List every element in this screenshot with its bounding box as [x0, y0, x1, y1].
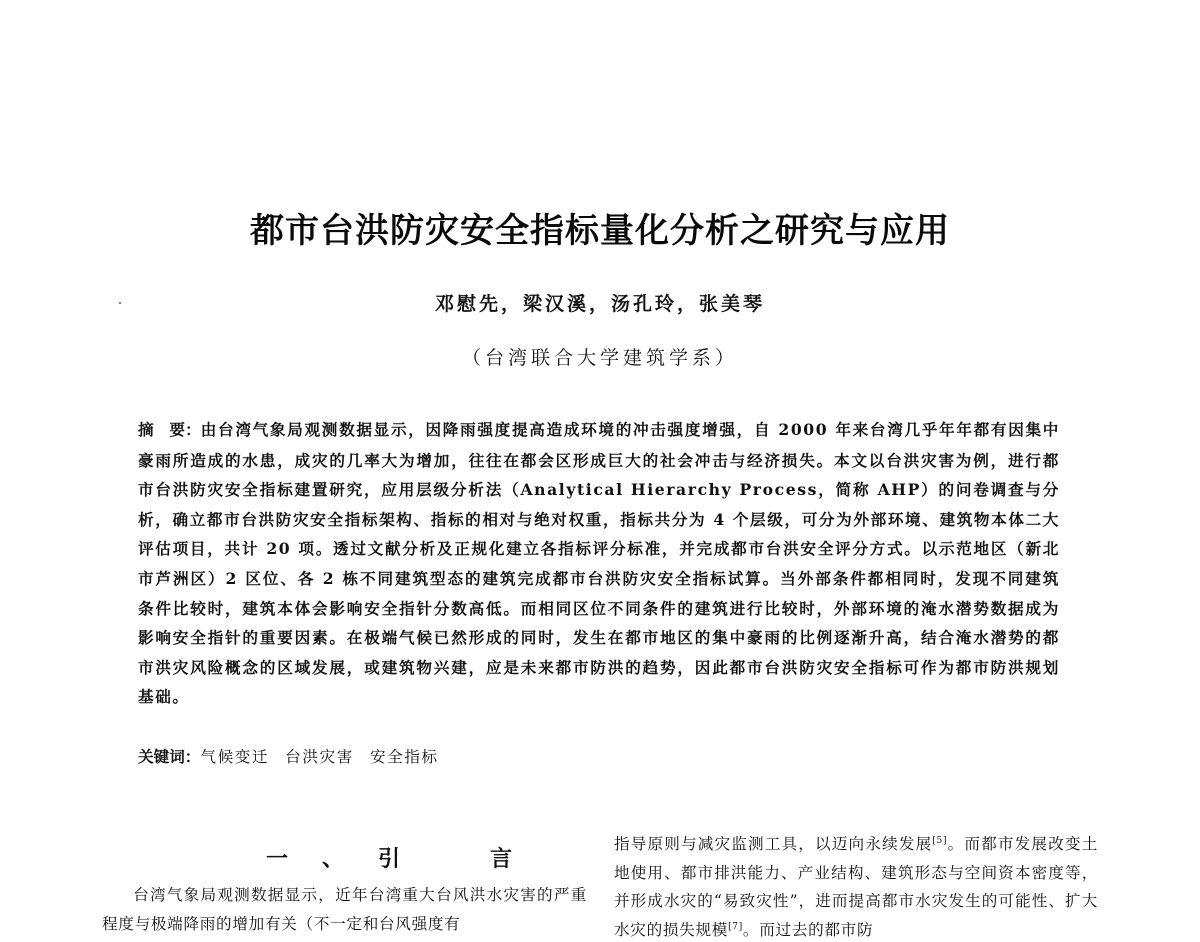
body-text: 。而都市发展改变土地使用、都市排洪能力、产业结构、建筑形态与空间资本密度等，并形成水灾的“易致灾性”，进而提高都市水灾发生的可能性、扩大水灾的损失规模 — [614, 835, 1098, 939]
abstract-label: 摘 要： — [138, 421, 201, 439]
body-text: 指导原则与减灾监测工具，以迈向永续发展 — [614, 835, 933, 853]
keywords-label: 关键词： — [138, 748, 201, 766]
keyword-item: 安全指标 — [369, 748, 439, 766]
body-column-right — [614, 830, 1098, 942]
citation-ref: [5] — [932, 835, 948, 846]
citation-ref: [7] — [728, 921, 743, 932]
affiliation: （台湾联合大学建筑学系） — [461, 347, 738, 369]
body-text: 。而过去的都市防 — [742, 920, 874, 939]
paper-title: 都市台洪防灾安全指标量化分析之研究与应用 — [250, 211, 950, 251]
body-paragraph: 台湾气象局观测数据显示，近年台湾重大台风洪水灾害的严重程度与极端降雨的增加有关（不一定和台风强度有 — [102, 886, 587, 933]
keywords — [138, 743, 1060, 772]
abstract-text: 由台湾气象局观测数据显示，因降雨强度提高造成环境的冲击强度增强，自 2000 年来台湾几乎年年都有因集中豪雨所造成的水患，成灾的几率大为增加，往往在都会区形成巨大的社会冲击与经济损失。本文以台洪灾害为例，进行都市台洪防灾安全指标建置研究，应用层级分析法（Analytical Hierarchy Process，简称 AHP）的问卷调查与分析，确立都市台洪防灾安全指标架构、指标的相对与绝对权重，指标共分为 4 个层级，可分为外部环境、建筑物本体二大评估项目，共计 20 项。透过文献分析及正规化建立各指标评分标准，并完成都市台洪安全评分方式。以示范地区（新北市芦洲区）2 区位、各 2 栋不同建筑型态的建筑完成都市台洪防灾安全指标试算。当外部条件都相同时，发现不同建筑条件比较时，建筑本体会影响安全指针分数高低。而相同区位不同条件的建筑进行比较时，外部环境的淹水潜势数据成为影响安全指针的重要因素。在极端气候已然形成的同时，发生在都市地区的集中豪雨的比例逐渐升高，结合淹水潜势的都市洪灾风险概念的区域发展，或建筑物兴建，应是未来都市防洪的趋势，因此都市台洪防灾安全指标可作为都市防洪规划基础。 — [138, 420, 1060, 707]
body-column-left — [102, 881, 587, 939]
author-list: 邓慰先，梁汉溪，汤孔玲，张美琴 — [434, 293, 765, 315]
keyword-item: 气候变迁 — [200, 748, 270, 766]
abstract — [138, 415, 1060, 712]
keyword-item: 台洪灾害 — [285, 748, 354, 766]
section-heading: 一、引 言 — [266, 847, 547, 872]
